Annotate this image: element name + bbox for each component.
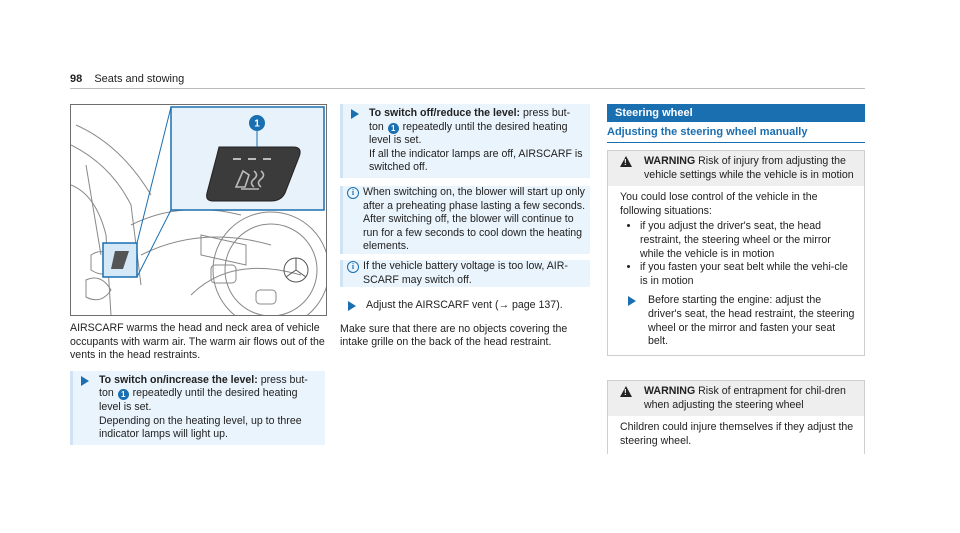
switch-on-step: To switch on/increase the level: press but-ton 1 repeatedly until the desired heating level is set. Depending on the heating level, up to three indicator lamps will light up. — [70, 371, 325, 445]
warning-triangle-icon — [620, 156, 632, 167]
intro-paragraph: AIRSCARF warms the head and neck area of vehicle occupants with warm air. The warm air flows out of the vents in the head restraints. — [70, 322, 325, 362]
warning-body: Children could injure themselves if they adjust the steering wheel. — [620, 421, 854, 447]
page-header — [70, 73, 184, 87]
page-number: 98 — [70, 73, 83, 85]
callout-1-icon: 1 — [388, 123, 399, 134]
adjust-vent-step: Adjust the AIRSCARF vent (→ page 137). — [340, 299, 590, 313]
switch-off-step: To switch off/reduce the level: press but-ton 1 repeatedly until the desired heating level is set. If all the indicator lamps are off, AIRSCARF is switched off. — [340, 104, 590, 178]
warning-body: You could lose control of the vehicle in the following situations: — [620, 191, 818, 217]
warning-box-entrapment — [607, 380, 865, 454]
warning-box-injury — [607, 150, 865, 356]
callout-1-icon: 1 — [118, 389, 129, 400]
note-battery: i If the vehicle battery voltage is too low, AIR-SCARF may switch off. — [340, 260, 590, 287]
info-icon: i — [347, 187, 359, 199]
middle-column — [340, 104, 590, 350]
header-rule — [70, 88, 865, 89]
step-arrow-icon — [81, 376, 89, 386]
step-arrow-icon — [351, 109, 359, 119]
warning-header: ! WARNING Risk of entrapment for chil-dren when adjusting the steering wheel — [608, 381, 864, 416]
section-title-bar: Steering wheel — [607, 104, 865, 122]
warning-bullet-list — [620, 220, 856, 288]
list-item: • if you adjust the driver's seat, the head restraint, the steering wheel or the mirror while the vehicle is in motion — [640, 220, 856, 261]
left-column — [70, 322, 325, 445]
switch-off-lead: To switch off/reduce the level: — [369, 107, 521, 119]
info-icon: i — [347, 261, 359, 273]
airscarf-button-illustration — [70, 104, 327, 316]
section-name: Seats and stowing — [94, 73, 185, 85]
step-arrow-icon — [348, 301, 356, 311]
subsection-heading: Adjusting the steering wheel manually — [607, 126, 865, 143]
warning-action-step: Before starting the engine: adjust the driver's seat, the head restraint, the steering wheel or the mirror and fasten your seat belt. — [620, 294, 856, 348]
step-arrow-icon — [628, 296, 636, 306]
figure-callout-number: 1 — [254, 118, 260, 130]
list-item: • if you fasten your seat belt while the vehi-cle is in motion — [640, 261, 856, 288]
switch-on-lead: To switch on/increase the level: — [99, 373, 258, 386]
closing-paragraph: Make sure that there are no objects covering the intake grille on the back of the head restraint. — [340, 322, 568, 349]
note-preheating: i When switching on, the blower will start up only after a preheating phase lasting a few seconds. After switching off, the blower will continue to run for a few seconds to cool down the heating elements. — [340, 186, 590, 254]
warning-header: ! WARNING Risk of injury from adjusting the vehicle settings while the vehicle is in motion — [608, 151, 864, 186]
switch-off-detail: If all the indicator lamps are off, AIRSCARF is switched off. — [369, 147, 583, 174]
switch-on-detail: Depending on the heating level, up to three indicator lamps will light up. — [99, 414, 302, 441]
warning-triangle-icon — [620, 386, 632, 397]
